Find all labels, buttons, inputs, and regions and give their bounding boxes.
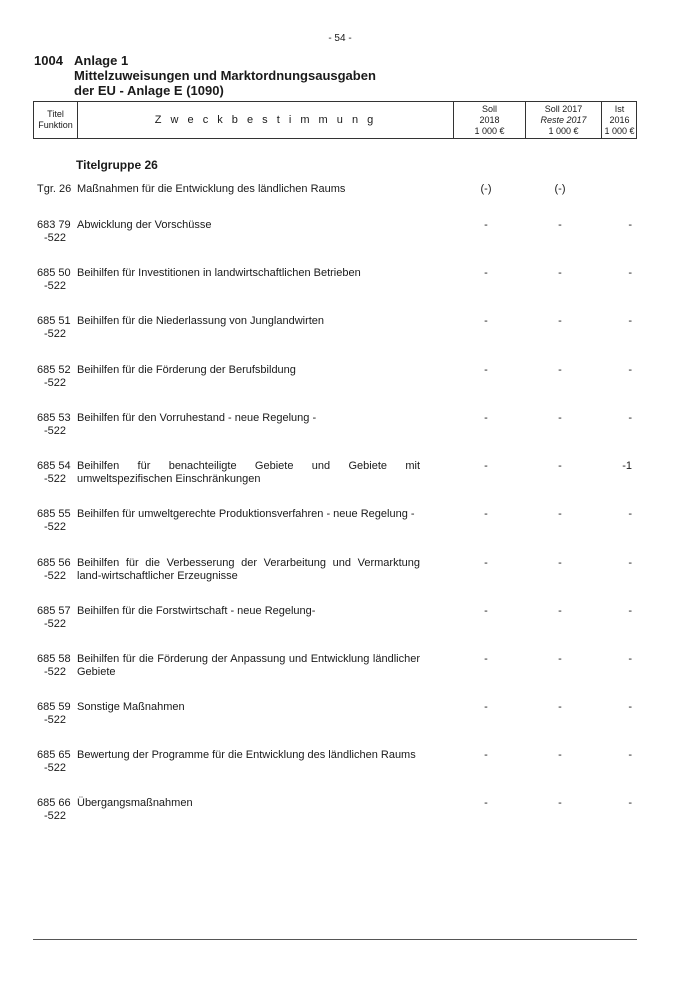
- row-ist-2016: -: [628, 653, 632, 665]
- row-soll-2018: -: [484, 364, 488, 376]
- row-soll-2017: (-): [554, 183, 566, 195]
- row-funktion: -522: [44, 425, 67, 437]
- row-soll-2017: -: [558, 701, 562, 713]
- row-description: Maßnahmen für die Entwicklung des ländlichen Raums: [77, 183, 346, 195]
- row-titel: 685 52: [37, 364, 71, 376]
- row-titel: 685 56: [37, 557, 71, 569]
- row-ist-2016: -1: [622, 460, 632, 472]
- row-soll-2018: -: [484, 797, 488, 809]
- row-soll-2018: -: [484, 460, 488, 472]
- row-funktion: -522: [44, 280, 67, 292]
- row-description: Bewertung der Programme für die Entwicklung des ländlichen Raums: [77, 749, 416, 761]
- row-soll-2018: -: [484, 701, 488, 713]
- header-ist-year: 2016: [609, 114, 630, 125]
- header-ist-label: Ist: [614, 103, 625, 114]
- row-funktion: -522: [44, 521, 67, 533]
- row-funktion: -522: [44, 570, 67, 582]
- row-funktion: -522: [44, 618, 67, 630]
- row-soll-2017: -: [558, 749, 562, 761]
- row-ist-2016: -: [628, 797, 632, 809]
- row-titel: 685 50: [37, 267, 71, 279]
- row-titel: 685 55: [37, 508, 71, 520]
- header-soll17-unit: 1 000 €: [548, 125, 579, 136]
- row-soll-2017: -: [558, 460, 562, 472]
- row-code: [37, 701, 75, 727]
- header-zweckbestimmung: Z w e c k b e s t i m m u n g: [154, 113, 377, 126]
- row-ist-2016: -: [628, 605, 632, 617]
- chapter-title: [74, 53, 376, 98]
- row-description: Beihilfen für umweltgerechte Produktionsverfahren - neue Regelung -: [77, 508, 415, 520]
- header-ist-2016: [602, 102, 637, 138]
- row-soll-2017: -: [558, 219, 562, 231]
- row-titel: Tgr. 26: [37, 183, 72, 195]
- row-funktion: -522: [44, 762, 67, 774]
- row-code: [37, 749, 75, 775]
- row-titel: 685 58: [37, 653, 71, 665]
- row-soll-2018: -: [484, 749, 488, 761]
- row-code: [37, 219, 75, 245]
- row-description: Sonstige Maßnahmen: [77, 701, 185, 713]
- header-soll-2017: [526, 102, 601, 138]
- row-code: [37, 508, 75, 534]
- row-titel: 685 54: [37, 460, 71, 472]
- page-number: - 54 -: [328, 33, 352, 44]
- row-description: Abwicklung der Vorschüsse: [77, 219, 212, 231]
- header-soll17-label: Soll 2017: [544, 103, 583, 114]
- row-soll-2018: -: [484, 557, 488, 569]
- row-code: [37, 605, 75, 631]
- row-soll-2017: -: [558, 315, 562, 327]
- row-ist-2016: -: [628, 412, 632, 424]
- row-ist-2016: -: [628, 364, 632, 376]
- row-description: Beihilfen für die Forstwirtschaft - neue Regelung-: [77, 605, 316, 617]
- row-soll-2018: -: [484, 219, 488, 231]
- row-ist-2016: -: [628, 267, 632, 279]
- table-header: [33, 101, 637, 139]
- chapter-title-line: der EU - Anlage E (1090): [74, 83, 224, 98]
- row-code: [37, 412, 75, 438]
- row-titel: 685 66: [37, 797, 71, 809]
- row-soll-2017: -: [558, 557, 562, 569]
- row-code: [37, 267, 75, 293]
- row-soll-2018: -: [484, 315, 488, 327]
- row-soll-2018: (-): [480, 183, 492, 195]
- header-titel-funktion: [34, 102, 77, 138]
- row-titel: 685 53: [37, 412, 71, 424]
- header-soll-year: 2018: [479, 114, 500, 125]
- row-funktion: -522: [44, 377, 67, 389]
- row-soll-2018: -: [484, 508, 488, 520]
- row-soll-2017: -: [558, 412, 562, 424]
- row-soll-2017: -: [558, 797, 562, 809]
- row-ist-2016: -: [628, 557, 632, 569]
- row-soll-2017: -: [558, 653, 562, 665]
- header-soll-2018: [454, 102, 525, 138]
- row-description: Beihilfen für die Förderung der Berufsbildung: [77, 364, 296, 376]
- group-title: Titelgruppe 26: [76, 158, 158, 172]
- chapter-number: 1004: [34, 53, 63, 68]
- row-titel: 685 51: [37, 315, 71, 327]
- row-funktion: -522: [44, 328, 67, 340]
- row-ist-2016: -: [628, 219, 632, 231]
- bottom-rule: [33, 939, 637, 940]
- row-ist-2016: -: [628, 315, 632, 327]
- chapter-title-line: Anlage 1: [74, 53, 129, 68]
- header-reste-label: Reste 2017: [540, 114, 587, 125]
- row-funktion: -522: [44, 473, 67, 485]
- row-description: Beihilfen für die Verbesserung der Verarbeitung und Vermarktung land-wirtschaftlicher Erzeugnisse: [77, 557, 420, 582]
- header-funktion-label: Funktion: [38, 120, 73, 130]
- row-code: [37, 653, 75, 679]
- row-titel: 685 57: [37, 605, 71, 617]
- row-soll-2018: -: [484, 605, 488, 617]
- row-code: [37, 557, 75, 583]
- row-description: Beihilfen für benachteiligte Gebiete und Gebiete mit umweltspezifischen Einschränkungen: [77, 460, 420, 485]
- row-code: [37, 797, 75, 823]
- chapter-title-line: Mittelzuweisungen und Marktordnungsausgaben: [74, 68, 376, 83]
- row-code: [37, 183, 75, 196]
- row-soll-2017: -: [558, 364, 562, 376]
- row-description: Beihilfen für die Förderung der Anpassung und Entwicklung ländlicher Gebiete: [77, 653, 420, 678]
- row-ist-2016: -: [628, 508, 632, 520]
- row-soll-2018: -: [484, 267, 488, 279]
- row-code: [37, 315, 75, 341]
- row-soll-2017: -: [558, 267, 562, 279]
- row-funktion: -522: [44, 232, 67, 244]
- row-code: [37, 364, 75, 390]
- header-soll-unit: 1 000 €: [474, 125, 505, 136]
- row-description: Beihilfen für die Niederlassung von Junglandwirten: [77, 315, 325, 327]
- row-soll-2018: -: [484, 653, 488, 665]
- row-description: Beihilfen für Investitionen in landwirtschaftlichen Betrieben: [77, 267, 361, 279]
- row-titel: 683 79: [37, 219, 71, 231]
- row-ist-2016: -: [628, 749, 632, 761]
- row-titel: 685 59: [37, 701, 71, 713]
- row-funktion: -522: [44, 714, 67, 726]
- row-titel: 685 65: [37, 749, 71, 761]
- row-soll-2017: -: [558, 508, 562, 520]
- row-soll-2018: -: [484, 412, 488, 424]
- row-description: Beihilfen für den Vorruhestand - neue Regelung -: [77, 412, 317, 424]
- row-funktion: -522: [44, 666, 67, 678]
- row-funktion: -522: [44, 810, 67, 822]
- row-ist-2016: -: [628, 701, 632, 713]
- row-soll-2017: -: [558, 605, 562, 617]
- row-code: [37, 460, 75, 486]
- header-soll-label: Soll: [481, 103, 497, 114]
- header-titel-label: Titel: [47, 109, 64, 119]
- row-description: Übergangsmaßnahmen: [77, 797, 193, 809]
- header-ist-unit: 1 000 €: [604, 125, 635, 136]
